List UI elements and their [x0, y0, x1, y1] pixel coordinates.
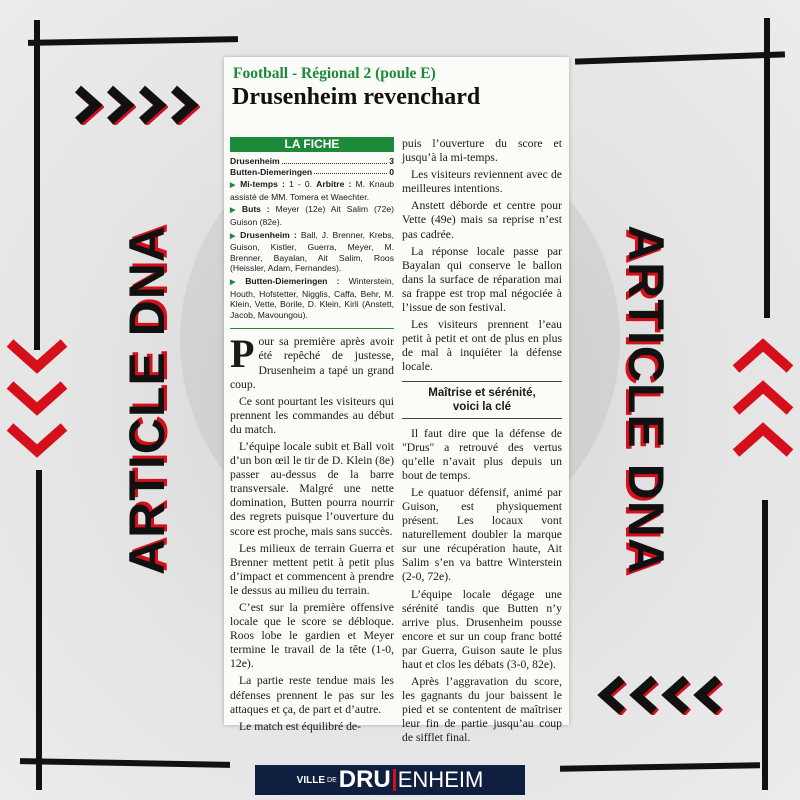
fiche-title: LA FICHE	[230, 137, 394, 152]
logo-de-text: DE	[327, 776, 337, 784]
frame-right-lower-stroke	[762, 500, 768, 790]
fiche-label: ▶ Buts :	[230, 204, 270, 214]
score-row-away	[230, 167, 394, 178]
fiche-text: Winterstein, Houth, Hofstetter, Nigglis, Caffa, Behr, M. Klein, Vette, Borile, D. Klein, Kirli (Anstett, Jacob, Mavoungou).	[230, 275, 395, 320]
fiche-label: ▶ Mi-temps :	[230, 179, 285, 189]
article-paragraph: La partie reste tendue mais les défenses prennent le pas sur les attaques et ça, de part et d’autre.	[230, 674, 394, 716]
chevron-right-icon	[168, 85, 200, 125]
chevron-down-icon	[6, 377, 68, 419]
away-score: 0	[389, 166, 394, 177]
article-paragraph: C’est sur la première offensive locale que le score se débloque. Roos lobe le gardien et Meyer termine le travail de la tête (1-0, 12e).	[230, 601, 394, 671]
match-fiche	[230, 156, 394, 320]
fiche-label: Arbitre :	[316, 179, 352, 190]
frame-right-upper-stroke	[764, 18, 770, 318]
fiche-label: ▶ Drusenheim :	[230, 230, 297, 240]
frame-left-lower-stroke	[36, 470, 42, 790]
fiche-goals	[230, 204, 394, 227]
chevron-right-icon	[104, 85, 136, 125]
article-subheading	[402, 381, 562, 419]
chevron-up-icon	[732, 335, 794, 377]
chevrons-left-red	[6, 335, 68, 461]
fiche-text: 1 - 0.	[284, 179, 317, 190]
chevron-down-icon	[6, 419, 68, 461]
fiche-away-lineup	[230, 276, 394, 320]
chevron-up-icon	[732, 419, 794, 461]
article-headline: Drusenheim revenchard	[232, 84, 481, 110]
away-team: Butten-Diemeringen	[230, 166, 313, 177]
chevron-right-icon	[72, 85, 104, 125]
article-paragraph	[230, 331, 394, 391]
fiche-halftime-referee	[230, 179, 394, 202]
article-column-left	[230, 137, 394, 737]
subheading-line: voici la clé	[452, 400, 512, 413]
home-team: Drusenheim	[230, 156, 280, 166]
chevron-left-icon	[660, 675, 692, 715]
article-paragraph: L’équipe locale subit et Ball voit d’un bon œil le tir de D. Klein (8e) passer au-dessus de la barre transversale. Malgré une nette domination, Butten pourra nourrir des regrets puisque l’ouverture du score est proche, mais sans succès.	[230, 439, 394, 538]
fiche-separator	[230, 328, 394, 329]
chevron-up-icon	[732, 377, 794, 419]
fiche-text: Meyer (12e) Ait Salim (72e) Guison (82e).	[230, 204, 395, 227]
article-paragraph: Les visiteurs prennent l’eau petit à petit et ont de plus en plus de mal à inquiéter la défense locale.	[402, 318, 562, 374]
logo-dru-text: DRU	[338, 766, 391, 793]
article-column-right	[402, 137, 562, 749]
article-kicker: Football - Régional 2 (poule E)	[233, 65, 436, 82]
article-paragraph: La réponse locale passe par Bayalan qui conserve le ballon dans la surface de réparation mai sa frappe est trop mal négociée à l’issue de son festival.	[402, 244, 562, 315]
logo-enheim-text: ENHEIM	[397, 767, 484, 792]
article-paragraph: Le match est équilibré de-	[239, 719, 362, 733]
town-logo	[255, 765, 525, 795]
article-clipping	[224, 57, 569, 745]
article-paragraph: Il faut dire que la défense de "Drus" a retrouvé des vertus qu’elle n’avait plus depuis un bout de temps.	[402, 426, 562, 482]
article-paragraph: Les visiteurs reviennent avec de meilleures intentions.	[402, 168, 562, 196]
logo-red-bar	[393, 769, 396, 791]
chevrons-right-red	[732, 335, 794, 461]
fiche-label: ▶ Butten-Diemeringen :	[230, 276, 339, 286]
chevrons-top-left	[72, 85, 200, 125]
chevrons-bottom-right	[596, 675, 724, 715]
logo-ville-text: VILLE	[296, 774, 326, 786]
chevron-down-icon	[6, 335, 68, 377]
side-title-right: ARTICLE DNA	[618, 225, 674, 575]
chevron-right-icon	[136, 85, 168, 125]
article-paragraph: Après l’aggravation du score, les gagnants du jour baissent le pied et se contentent de maîtriser leur fin de partie jusqu’au coup de sifflet final.	[402, 675, 562, 745]
fiche-text: M. Knaub assisté de MM. Tomera et Waechter.	[230, 179, 394, 202]
score-row-home	[230, 156, 394, 167]
subheading-line: Maîtrise et sérénité,	[428, 386, 536, 399]
chevron-left-icon	[628, 675, 660, 715]
leader-dots	[314, 167, 387, 175]
article-paragraph: L’équipe locale dégage une sérénité tandis que Butten n’y arrive plus. Drusenheim pousse encore et sur un coup franc botté par Guerra, Guison saute le plus haut et clos les débats (3-0, 82e).	[402, 587, 562, 671]
side-title-left: ARTICLE DNA	[119, 225, 175, 575]
article-paragraph: Ce sont pourtant les visiteurs qui prennent les commandes au début du match.	[230, 394, 394, 436]
article-paragraph: puis l’ouverture du score et jusqu’à la mi-temps.	[402, 137, 562, 165]
drop-cap: P	[230, 331, 255, 377]
article-paragraph: Anstett déborde et centre pour Vette (49e) mais sa reprise n’est pas cadrée.	[402, 199, 562, 241]
article-paragraph: Le quatuor défensif, animé par Guison, est physiquement présent. Les locaux vont naturellement doubler la marque sur une récupération haute, Ait Salim s’en va battre Winterstein (2-0, 72e).	[402, 485, 562, 584]
chevron-left-icon	[596, 675, 628, 715]
home-score: 3	[389, 156, 394, 166]
fiche-home-lineup	[230, 230, 394, 274]
paragraph-text: our sa première après avoir été repêché de justesse, Drusenheim a tapé un grand coup.	[230, 335, 394, 391]
chevron-left-icon	[692, 675, 724, 715]
article-paragraph: Les milieux de terrain Guerra et Brenner mettent petit à petit plus d’impact et commencent à prendre le dessus au milieu du terrain.	[230, 541, 394, 597]
frame-left-upper-stroke	[34, 20, 40, 350]
leader-dots	[282, 156, 388, 164]
fiche-text: Ball, J. Brenner, Krebs, Guison, Kistler, Guerra, Meyer, M. Brenner, Bayalan, Ait Salim, Roos (Heissler, Adam, Fernandes).	[230, 229, 394, 274]
